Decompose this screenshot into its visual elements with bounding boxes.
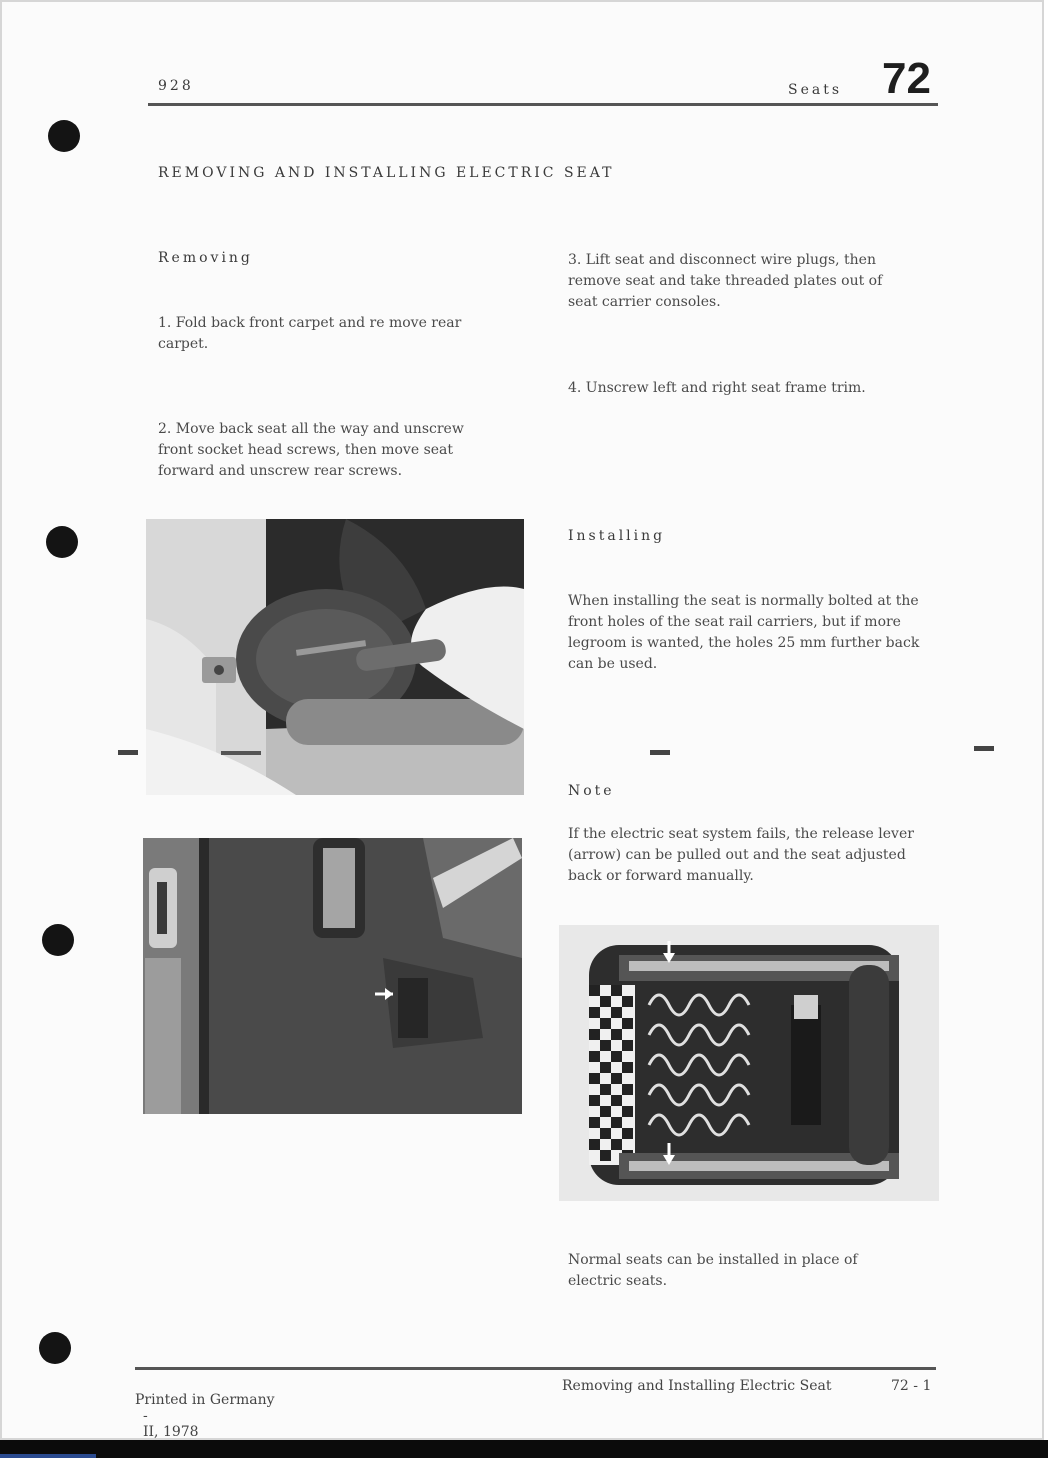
punch-hole-4: [39, 1332, 71, 1364]
header-section: Seats: [788, 82, 843, 98]
footer-page-number: 72 - 1: [891, 1378, 932, 1394]
closing-text: Normal seats can be installed in place of electric seats.: [568, 1252, 858, 1289]
photo-release-lever: [143, 838, 522, 1114]
punch-hole-2: [46, 526, 78, 558]
removing-heading: Removing: [158, 250, 253, 266]
note-heading: Note: [568, 783, 615, 799]
step-4: 4. Unscrew left and right seat frame trim.: [568, 380, 866, 396]
footer-printed-label: Printed in Germany: [135, 1392, 275, 1408]
header-rule: [148, 103, 938, 106]
installing-text: When installing the seat is normally bolted at the front holes of the seat rail carriers, but if more legroom is wanted, the holes 25 mm further back can be used.: [568, 593, 920, 672]
group-number: 72: [882, 54, 931, 103]
step-2: 2. Move back seat all the way and unscrew front socket head screws, then move seat forward and unscrew rear screws.: [158, 421, 464, 479]
scanner-edge-accent: [0, 1454, 96, 1458]
footer-date: II, 1978: [143, 1424, 199, 1440]
note-text: If the electric seat system fails, the release lever (arrow) can be pulled out and the seat adjusted back or forward manually.: [568, 826, 914, 884]
fold-mark-left: [118, 750, 138, 755]
punch-hole-1: [48, 120, 80, 152]
step-3: 3. Lift seat and disconnect wire plugs, then remove seat and take threaded plates out of seat carrier consoles.: [568, 252, 883, 310]
footer-separator: -: [143, 1408, 148, 1424]
footer-rule: [135, 1367, 936, 1370]
photo-screwdriver-on-seat-rail: [146, 519, 524, 795]
footer-topic: Removing and Installing Electric Seat: [562, 1378, 832, 1394]
page-title: REMOVING AND INSTALLING ELECTRIC SEAT: [158, 165, 615, 181]
step-1: 1. Fold back front carpet and re move rear carpet.: [158, 315, 462, 352]
header-model: 928: [158, 78, 194, 94]
photo-seat-frame-underside: [559, 925, 939, 1201]
footer-printed: [135, 1376, 275, 1440]
fold-mark-center: [650, 750, 670, 755]
installing-heading: Installing: [568, 528, 666, 544]
punch-hole-3: [42, 924, 74, 956]
fold-mark-right: [974, 746, 994, 751]
scanner-edge: [0, 1440, 1048, 1458]
